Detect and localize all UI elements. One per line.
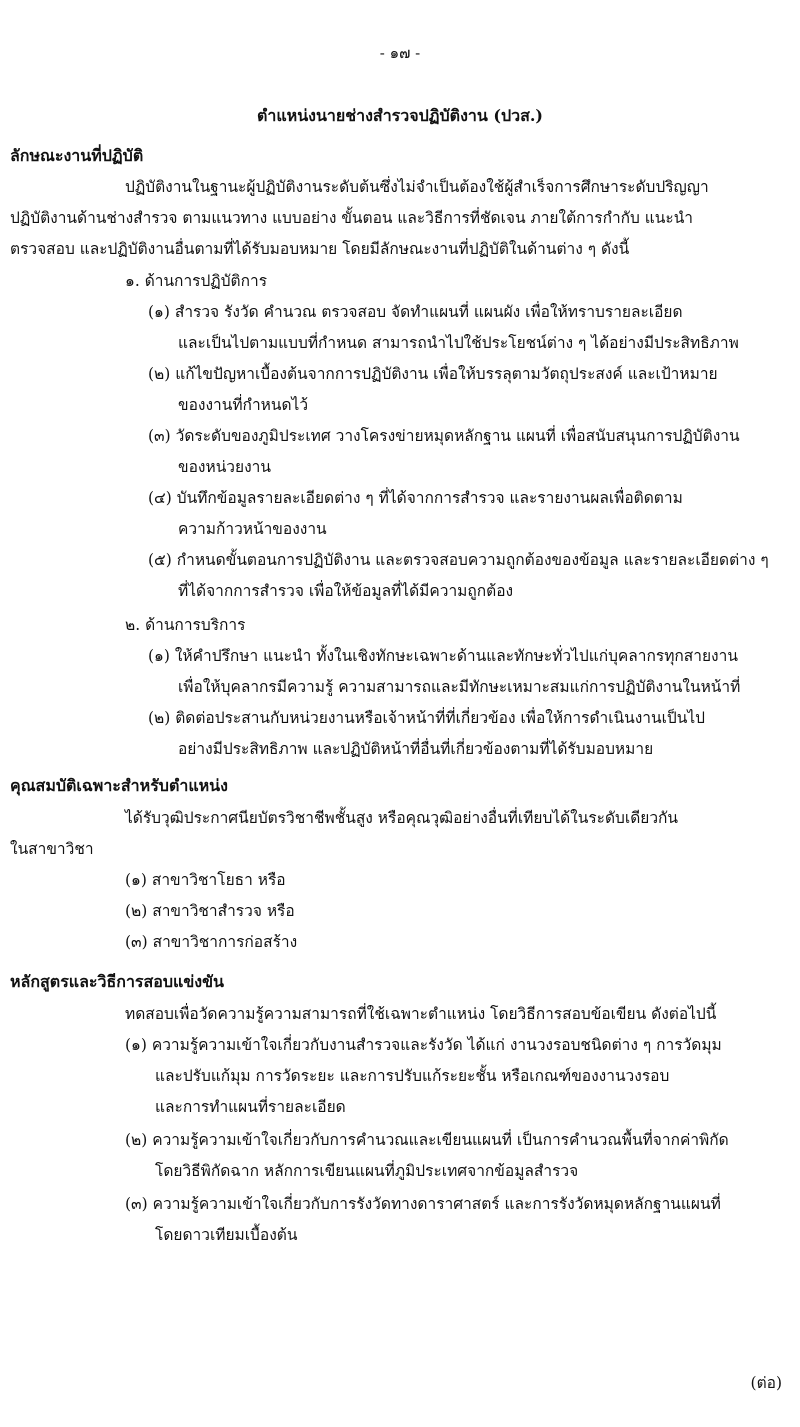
list-item: (๓) สาขาวิชาการก่อสร้าง [125, 933, 298, 951]
list-item: (๓) วัดระดับของภูมิประเทศ วางโครงข่ายหมุดหลักฐาน แผนที่ เพื่อสนับสนุนการปฏิบัติงาน [148, 427, 740, 445]
list-item: (๕) กำหนดขั้นตอนการปฏิบัติงาน และตรวจสอบความถูกต้องของข้อมูล และรายละเอียดต่าง ๆ [148, 551, 769, 569]
list-item-cont: ที่ได้จากการสำรวจ เพื่อให้ข้อมูลที่ได้มีความถูกต้อง [178, 582, 514, 600]
list-item-cont: เพื่อให้บุคลากรมีความรู้ ความสามารถและมีทักษะเหมาะสมแก่การปฏิบัติงานในหน้าที่ [178, 678, 741, 696]
list-item-cont: และการทำแผนที่รายละเอียด [155, 1098, 346, 1116]
paragraph-line: ตรวจสอบ และปฏิบัติงานอื่นตามที่ได้รับมอบหมาย โดยมีลักษณะงานที่ปฏิบัติในด้านต่าง ๆ ดังนี้ [10, 240, 630, 258]
paragraph-line: ในสาขาวิชา [10, 840, 94, 858]
list-item-cont: อย่างมีประสิทธิภาพ และปฏิบัติหน้าที่อื่นที่เกี่ยวข้องตามที่ได้รับมอบหมาย [178, 740, 654, 758]
list-item-cont: และเป็นไปตามแบบที่กำหนด สามารถนำไปใช้ประโยชน์ต่าง ๆ ได้อย่างมีประสิทธิภาพ [178, 334, 739, 352]
list-item: (๒) ความรู้ความเข้าใจเกี่ยวกับการคำนวณและเขียนแผนที่ เป็นการคำนวณพื้นที่จากค่าพิกัด [125, 1131, 729, 1149]
list-item-cont: ความก้าวหน้าของงาน [178, 520, 327, 538]
section-heading-job-description: ลักษณะงานที่ปฏิบัติ [10, 146, 144, 165]
list-item: (๑) สำรวจ รังวัด คำนวณ ตรวจสอบ จัดทำแผนที่ แผนผัง เพื่อให้ทราบรายละเอียด [148, 303, 683, 321]
section-heading-qualifications: คุณสมบัติเฉพาะสำหรับตำแหน่ง [10, 776, 228, 795]
section-heading-exam: หลักสูตรและวิธีการสอบแข่งขัน [10, 972, 224, 991]
list-item: (๒) สาขาวิชาสำรวจ หรือ [125, 902, 295, 920]
continued-marker: (ต่อ) [750, 1374, 782, 1392]
list-item: (๑) ให้คำปรึกษา แนะนำ ทั้งในเชิงทักษะเฉพาะด้านและทักษะทั่วไปแก่บุคลากรทุกสายงาน [148, 647, 738, 665]
list-item: (๔) บันทึกข้อมูลรายละเอียดต่าง ๆ ที่ได้จากการสำรวจ และรายงานผลเพื่อติดตาม [148, 489, 683, 507]
list-item: (๑) สาขาวิชาโยธา หรือ [125, 871, 286, 889]
subsection-heading-operations: ๑. ด้านการปฏิบัติการ [125, 272, 268, 290]
list-item-cont: โดยวิธีพิกัดฉาก หลักการเขียนแผนที่ภูมิประเทศจากข้อมูลสำรวจ [155, 1162, 579, 1180]
paragraph-line: ได้รับวุฒิประกาศนียบัตรวิชาชีพชั้นสูง หรือคุณวุฒิอย่างอื่นที่เทียบได้ในระดับเดียวกัน [125, 809, 679, 827]
document-title: ตำแหน่งนายช่างสำรวจปฏิบัติงาน (ปวส.) [256, 106, 543, 125]
paragraph-line: ปฏิบัติงานด้านช่างสำรวจ ตามแนวทาง แบบอย่าง ขั้นตอน และวิธีการที่ชัดเจน ภายใต้การกำกับ แนะนำ [10, 209, 694, 227]
list-item: (๓) ความรู้ความเข้าใจเกี่ยวกับการรังวัดทางดาราศาสตร์ และการรังวัดหมุดหลักฐานแผนที่ [125, 1195, 721, 1213]
list-item: (๒) ติดต่อประสานกับหน่วยงานหรือเจ้าหน้าที่ที่เกี่ยวข้อง เพื่อให้การดำเนินงานเป็นไป [148, 709, 705, 727]
subsection-heading-services: ๒. ด้านการบริการ [125, 616, 246, 634]
page-number: - ๑๗ - [379, 44, 421, 62]
paragraph-line: ทดสอบเพื่อวัดความรู้ความสามารถที่ใช้เฉพาะตำแหน่ง โดยวิธีการสอบข้อเขียน ดังต่อไปนี้ [125, 1005, 717, 1023]
list-item-cont: โดยดาวเทียมเบื้องต้น [155, 1226, 298, 1244]
list-item-cont: และปรับแก้มุม การวัดระยะ และการปรับแก้ระยะชั้น หรือเกณฑ์ของงานวงรอบ [155, 1067, 670, 1085]
list-item: (๑) ความรู้ความเข้าใจเกี่ยวกับงานสำรวจและรังวัด ได้แก่ งานวงรอบชนิดต่าง ๆ การวัดมุม [125, 1036, 722, 1054]
list-item: (๒) แก้ไขปัญหาเบื้องต้นจากการปฏิบัติงาน เพื่อให้บรรลุตามวัตถุประสงค์ และเป้าหมาย [148, 365, 718, 383]
list-item-cont: ของหน่วยงาน [178, 458, 271, 476]
list-item-cont: ของงานที่กำหนดไว้ [178, 396, 309, 414]
paragraph-line: ปฏิบัติงานในฐานะผู้ปฏิบัติงานระดับต้นซึ่งไม่จำเป็นต้องใช้ผู้สำเร็จการศึกษาระดับปริญญา [125, 178, 709, 196]
